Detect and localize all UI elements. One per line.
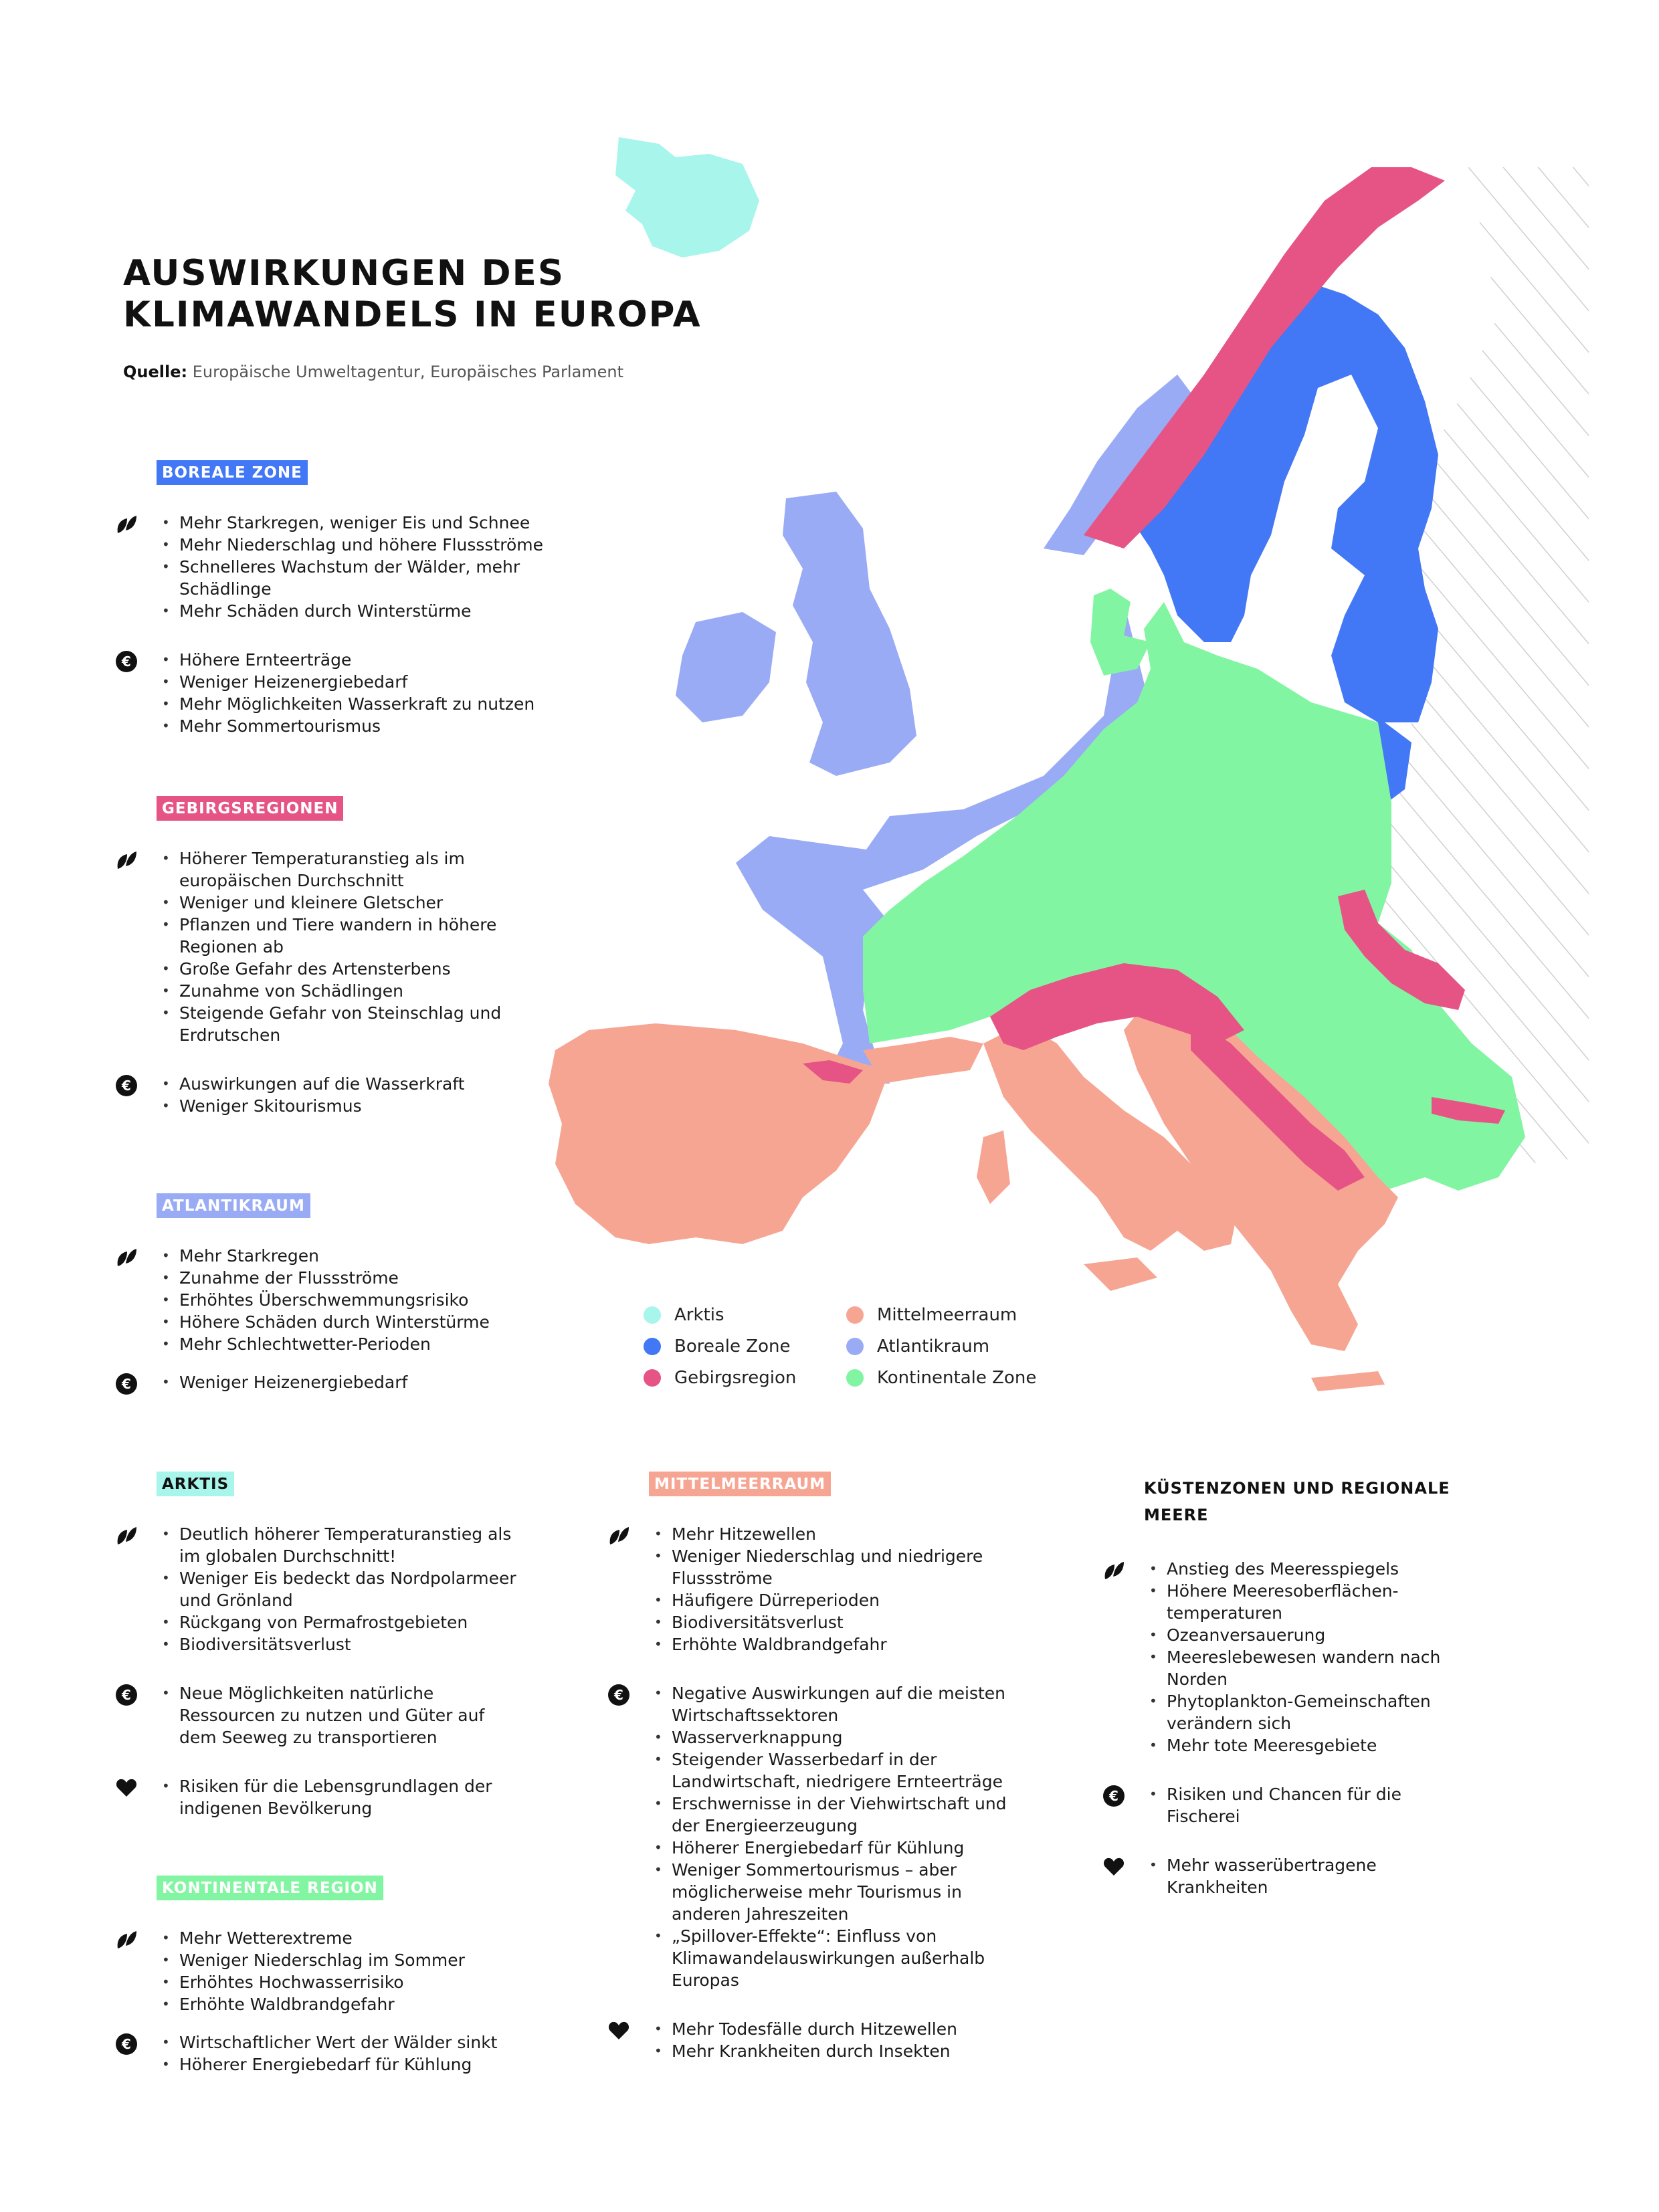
list-environment — [162, 1245, 625, 1355]
list-item: • Mehr Krankheiten durch Insekten — [654, 2040, 1015, 2062]
list-item: • „Spillover-Effekte“: Einfluss von Klimawandelauswirkungen außerhalb Europas — [654, 1925, 1015, 1991]
list-item: • Große Gefahr des Artensterbens — [162, 958, 523, 980]
group-economy — [1102, 1783, 1519, 1827]
list-item: • Mehr Starkregen, weniger Eis und Schnee — [162, 512, 625, 534]
section-mittelmeer — [614, 1472, 1064, 2062]
list-item: • Häufigere Dürreperioden — [654, 1589, 1015, 1611]
list-item: • Zunahme von Schädlingen — [162, 980, 523, 1002]
group-economy — [607, 1682, 1064, 1991]
region-sicily — [1084, 1258, 1157, 1291]
svg-text:€: € — [122, 1687, 131, 1703]
group-environment — [1102, 1558, 1519, 1756]
heart-icon — [115, 1777, 138, 1799]
list-item: • Weniger Sommertourismus – aber möglicherweise mehr Tourismus in anderen Jahreszeiten — [654, 1859, 1015, 1925]
section-heading: KONTINENTALE REGION — [157, 1876, 383, 1900]
list-item: • Erhöhtes Hochwasserrisiko — [162, 1971, 625, 1993]
leaf-icon — [115, 849, 138, 872]
group-economy — [115, 649, 625, 737]
legend-label-mittelmeer: Mittelmeerraum — [877, 1305, 1017, 1325]
list-item: • Höherer Energiebedarf für Kühlung — [654, 1837, 1015, 1859]
legend-label-kontinental: Kontinentale Zone — [877, 1368, 1037, 1388]
list-environment — [162, 847, 523, 1046]
list-item: • Schnelleres Wachstum der Wälder, mehr Schädlinge — [162, 556, 527, 600]
group-environment — [115, 847, 625, 1046]
list-item: • Meereslebewesen wandern nach Norden — [1149, 1646, 1457, 1690]
group-environment — [115, 1927, 625, 2015]
list-item: • Weniger Heizenergiebedarf — [162, 671, 625, 693]
list-item: • Neue Möglichkeiten natürliche Ressourcen zu nutzen und Güter auf dem Seeweg zu transportieren — [162, 1682, 523, 1748]
group-economy — [115, 2031, 625, 2076]
list-item: • Biodiversitätsverlust — [162, 1633, 523, 1655]
list-item: • Mehr Sommertourismus — [162, 715, 625, 737]
svg-text:€: € — [122, 1078, 131, 1094]
list-health — [1149, 1854, 1457, 1898]
list-item: • Höherer Energiebedarf für Kühlung — [162, 2053, 625, 2076]
list-item: • Negative Auswirkungen auf die meisten Wirtschaftssektoren — [654, 1682, 1015, 1726]
page-title: AUSWIRKUNGEN DES KLIMAWANDELS IN EUROPA — [123, 253, 702, 335]
list-economy — [162, 1371, 625, 1393]
list-item: • Erhöhte Waldbrandgefahr — [654, 1633, 1015, 1655]
list-item: • Mehr Niederschlag und höhere Flussströme — [162, 534, 625, 556]
list-item: • Steigender Wasserbedarf in der Landwirtschaft, niedrigere Ernteerträge — [654, 1748, 1015, 1793]
list-environment — [162, 1523, 523, 1655]
leaf-icon — [115, 1524, 138, 1547]
list-item: • Weniger Eis bedeckt das Nordpolarmeer und Grönland — [162, 1567, 523, 1611]
section-boreal — [122, 460, 625, 737]
list-item: • Weniger Heizenergiebedarf — [162, 1371, 625, 1393]
list-item: • Mehr Todesfälle durch Hitzewellen — [654, 2018, 1015, 2040]
list-health — [162, 1775, 523, 1819]
legend-dot-arktis — [644, 1306, 661, 1324]
euro-icon — [115, 1373, 138, 1395]
section-heading: KÜSTENZONEN UND REGIONALE MEERE — [1144, 1479, 1450, 1524]
list-economy — [1149, 1783, 1457, 1827]
list-environment — [654, 1523, 1015, 1655]
group-economy — [115, 1682, 625, 1748]
section-heading: ARKTIS — [157, 1472, 234, 1496]
section-gebirge — [122, 796, 625, 1117]
list-item: • Höherer Temperaturanstieg als im europäischen Durchschnitt — [162, 847, 523, 892]
list-item: • Höhere Ernteerträge — [162, 649, 625, 671]
region-crete — [1311, 1371, 1385, 1391]
region-iceland — [615, 137, 759, 258]
legend-label-arktis: Arktis — [674, 1305, 724, 1325]
region-denmark — [1090, 589, 1151, 676]
list-item: • Pflanzen und Tiere wandern in höhere Regionen ab — [162, 914, 523, 958]
group-economy — [115, 1073, 625, 1117]
list-environment — [162, 512, 625, 622]
group-economy — [115, 1371, 625, 1393]
list-item: • Rückgang von Permafrostgebieten — [162, 1611, 523, 1633]
list-item: • Mehr Schlechtwetter-Perioden — [162, 1333, 625, 1355]
list-item: • Erhöhte Waldbrandgefahr — [162, 1993, 625, 2015]
euro-icon — [115, 2033, 138, 2055]
list-environment — [1149, 1558, 1457, 1756]
euro-icon — [115, 650, 138, 673]
legend-dot-atlantik — [846, 1338, 864, 1355]
leaf-icon — [1102, 1559, 1125, 1582]
list-item: • Weniger Niederschlag im Sommer — [162, 1949, 625, 1971]
legend-label-boreal: Boreale Zone — [674, 1336, 791, 1356]
group-health — [607, 2018, 1064, 2062]
legend-label-atlantik: Atlantikraum — [877, 1336, 990, 1356]
list-item: • Anstieg des Meeresspiegels — [1149, 1558, 1457, 1580]
list-item: • Erhöhtes Überschwemmungsrisiko — [162, 1289, 625, 1311]
section-arktis — [122, 1472, 625, 1819]
list-item: • Biodiversitätsverlust — [654, 1611, 1015, 1633]
list-item: • Mehr wasserübertragene Krankheiten — [1149, 1854, 1457, 1898]
legend-dot-boreal — [644, 1338, 661, 1355]
region-britain — [783, 492, 916, 776]
leaf-icon — [115, 1928, 138, 1951]
section-kueste — [1109, 1472, 1519, 1898]
leaf-icon — [607, 1524, 630, 1547]
region-ireland — [676, 612, 776, 722]
section-atlantik — [122, 1193, 625, 1393]
list-item: • Mehr Hitzewellen — [654, 1523, 1015, 1545]
list-item: • Zunahme der Flussströme — [162, 1267, 625, 1289]
heart-icon — [1102, 1855, 1125, 1878]
list-item: • Weniger Niederschlag und niedrigere Flussströme — [654, 1545, 1015, 1589]
list-item: • Erschwernisse in der Viehwirtschaft und der Energieerzeugung — [654, 1793, 1015, 1837]
section-heading: BOREALE ZONE — [157, 460, 308, 485]
list-item: • Weniger und kleinere Gletscher — [162, 892, 523, 914]
region-france-south — [863, 1037, 983, 1084]
list-item: • Risiken und Chancen für die Fischerei — [1149, 1783, 1457, 1827]
list-item: • Höhere Schäden durch Winterstürme — [162, 1311, 625, 1333]
section-kontinental — [122, 1876, 625, 2076]
section-heading: GEBIRGSREGIONEN — [157, 796, 343, 821]
list-item: • Phytoplankton-Gemeinschaften verändern sich — [1149, 1690, 1457, 1734]
legend-dot-gebirge — [644, 1369, 661, 1387]
group-environment — [115, 1523, 625, 1655]
list-item: • Mehr Wetterextreme — [162, 1927, 625, 1949]
list-item: • Wasserverknappung — [654, 1726, 1015, 1748]
group-environment — [115, 1245, 625, 1355]
svg-text:€: € — [614, 1687, 623, 1703]
list-health — [654, 2018, 1015, 2062]
svg-text:€: € — [122, 1376, 131, 1392]
list-item: • Mehr tote Meeresgebiete — [1149, 1734, 1457, 1756]
list-item: • Höhere Meeresoberflächen-temperaturen — [1149, 1580, 1457, 1624]
euro-icon — [115, 1074, 138, 1097]
list-environment — [162, 1927, 625, 2015]
list-economy — [654, 1682, 1015, 1991]
svg-text:€: € — [122, 2036, 131, 2052]
region-sardinia — [977, 1130, 1010, 1204]
section-heading: MITTELMEERRAUM — [649, 1472, 831, 1496]
legend-dot-kontinental — [846, 1369, 864, 1387]
leaf-icon — [115, 1246, 138, 1269]
list-economy — [162, 2031, 625, 2076]
group-environment — [115, 512, 625, 622]
group-environment — [607, 1523, 1064, 1655]
leaf-icon — [115, 513, 138, 536]
list-economy — [162, 1073, 625, 1117]
list-economy — [162, 649, 625, 737]
euro-icon — [607, 1684, 630, 1706]
group-health — [1102, 1854, 1519, 1898]
svg-text:€: € — [122, 653, 131, 670]
list-item: • Mehr Möglichkeiten Wasserkraft zu nutzen — [162, 693, 625, 715]
list-item: • Deutlich höherer Temperaturanstieg als im globalen Durchschnitt! — [162, 1523, 523, 1567]
list-item: • Mehr Schäden durch Winterstürme — [162, 600, 625, 622]
list-item: • Mehr Starkregen — [162, 1245, 625, 1267]
list-item: • Wirtschaftlicher Wert der Wälder sinkt — [162, 2031, 625, 2053]
group-health — [115, 1775, 625, 1819]
list-item: • Risiken für die Lebensgrundlagen der indigenen Bevölkerung — [162, 1775, 523, 1819]
euro-icon — [1102, 1785, 1125, 1807]
legend-dot-mittelmeer — [846, 1306, 864, 1324]
list-item: • Auswirkungen auf die Wasserkraft — [162, 1073, 625, 1095]
legend-label-gebirge: Gebirgsregion — [674, 1368, 797, 1388]
heart-icon — [607, 2019, 630, 2042]
list-item: • Weniger Skitourismus — [162, 1095, 625, 1117]
list-item: • Ozeanversauerung — [1149, 1624, 1457, 1646]
source-line: Quelle: Europäische Umweltagentur, Europäisches Parlament — [123, 363, 624, 381]
list-economy — [162, 1682, 523, 1748]
svg-text:€: € — [1109, 1788, 1118, 1804]
euro-icon — [115, 1684, 138, 1706]
section-heading: ATLANTIKRAUM — [157, 1193, 310, 1218]
list-item: • Steigende Gefahr von Steinschlag und Erdrutschen — [162, 1002, 523, 1046]
